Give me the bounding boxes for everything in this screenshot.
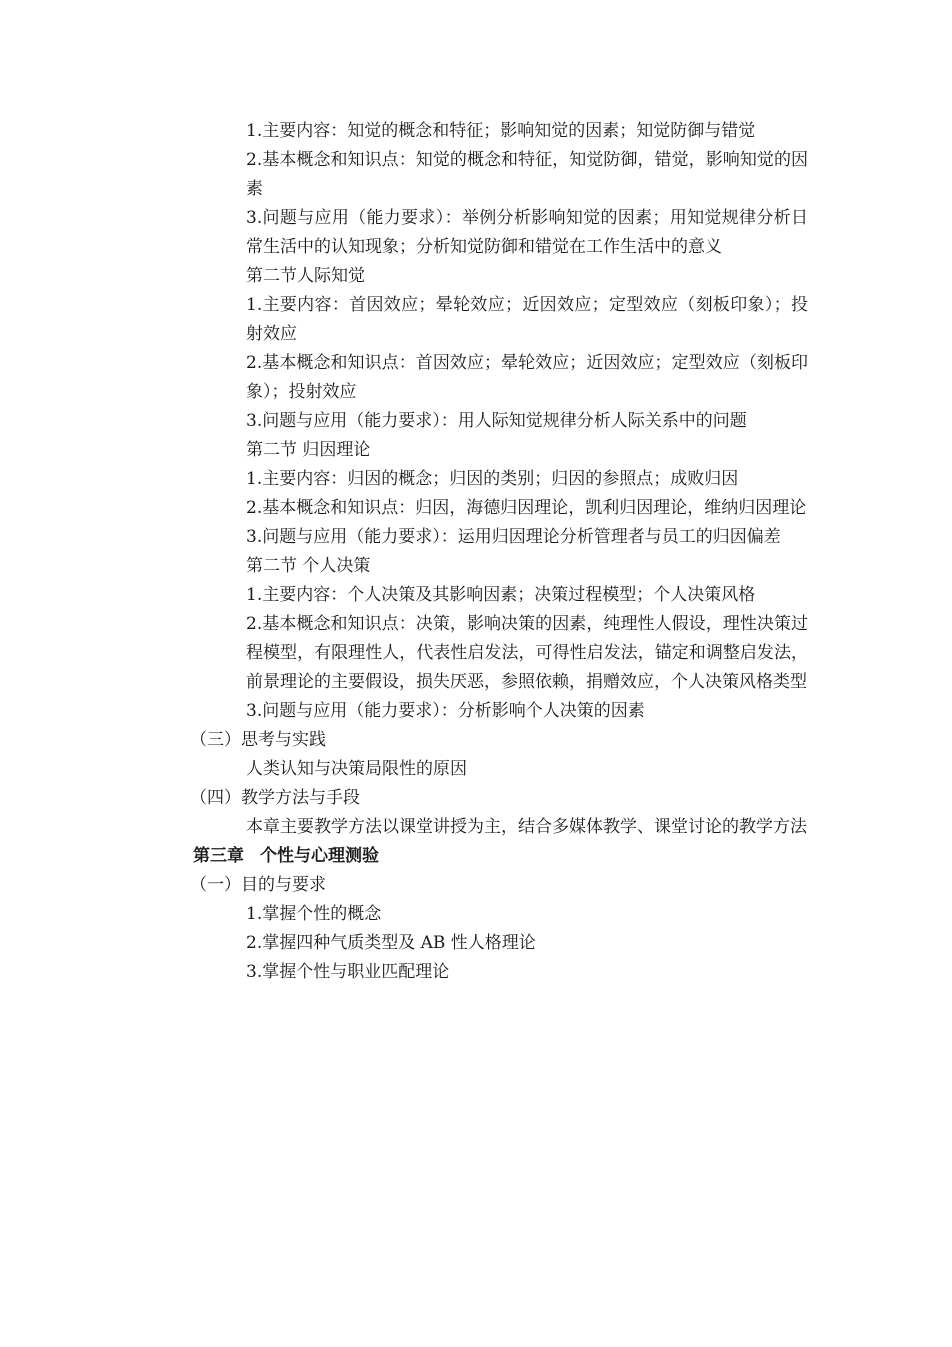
paragraph-attribution-application: 3.问题与应用（能力要求）：运用归因理论分析管理者与员工的归因偏差: [246, 527, 781, 547]
list-item-goal: 2.掌握四种气质类型及 AB 性人格理论: [246, 933, 536, 953]
paragraph-interpersonal-application: 3.问题与应用（能力要求）：用人际知觉规律分析人际关系中的问题: [246, 411, 747, 431]
paragraph-attribution-concepts: 2.基本概念和知识点：归因，海德归因理论，凯利归因理论，维纳归因理论: [246, 498, 807, 518]
subsection-title-attribution: 第二节 归因理论: [246, 440, 371, 460]
list-item-goal: 1.掌握个性的概念: [246, 904, 382, 924]
paragraph-think-practice: 人类认知与决策局限性的原因: [246, 759, 467, 779]
paragraph-interpersonal-concepts: 2.基本概念和知识点：首因效应；晕轮效应；近因效应；定型效应（刻板印象）；投射效应: [246, 353, 808, 402]
chapter-number: 第三章: [193, 846, 244, 866]
paragraph-perception-application: 3.问题与应用（能力要求）：举例分析影响知觉的因素；用知觉规律分析日常生活中的认知现象；分析知觉防御和错觉在工作生活中的意义: [246, 208, 808, 257]
section-heading-think-practice: （三）思考与实践: [190, 730, 326, 750]
paragraph-perception-concepts: 2.基本概念和知识点：知觉的概念和特征，知觉防御，错觉，影响知觉的因素: [246, 150, 808, 199]
subsection-title-interpersonal-perception: 第二节人际知觉: [246, 266, 365, 286]
section-heading-teaching-methods: （四）教学方法与手段: [190, 788, 360, 808]
document-body: [0, 117, 952, 987]
paragraph-perception-content: 1.主要内容：知觉的概念和特征；影响知觉的因素；知觉防御与错觉: [246, 121, 756, 141]
paragraph-interpersonal-content: 1.主要内容：首因效应；晕轮效应；近因效应；定型效应（刻板印象）；投射效应: [246, 295, 808, 344]
subsection-title-decision: 第二节 个人决策: [246, 556, 371, 576]
section-heading-goals: （一）目的与要求: [190, 875, 326, 895]
chapter-heading: [193, 842, 813, 871]
paragraph-decision-application: 3.问题与应用（能力要求）：分析影响个人决策的因素: [246, 701, 645, 721]
list-item-goal: 3.掌握个性与职业匹配理论: [246, 962, 450, 982]
paragraph-attribution-content: 1.主要内容：归因的概念；归因的类别；归因的参照点；成败归因: [246, 469, 739, 489]
paragraph-teaching-methods: 本章主要教学方法以课堂讲授为主，结合多媒体教学、课堂讨论的教学方法: [246, 817, 807, 837]
paragraph-decision-content: 1.主要内容：个人决策及其影响因素；决策过程模型；个人决策风格: [246, 585, 756, 605]
paragraph-decision-concepts: 2.基本概念和知识点：决策，影响决策的因素，纯理性人假设，理性决策过程模型，有限理性人，代表性启发法，可得性启发法，锚定和调整启发法，前景理论的主要假设，损失厌恶，参照依赖，捐赠效应，个人决策风格类型: [246, 614, 808, 692]
chapter-title: 个性与心理测验: [260, 846, 379, 866]
